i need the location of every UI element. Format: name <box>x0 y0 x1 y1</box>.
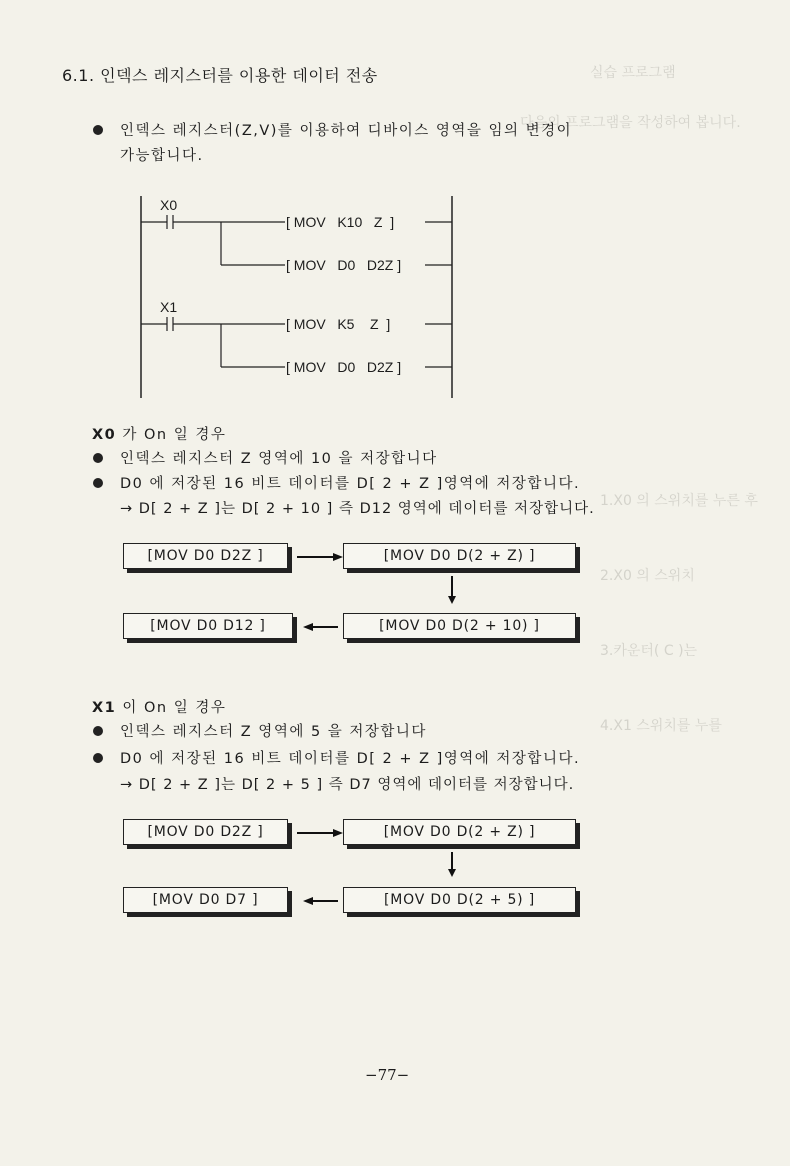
case-x0-bullet-2: D0 에 저장된 16 비트 데이터를 D[ 2 + Z ]영역에 저장합니다. <box>120 476 581 492</box>
intro-line-2: 가능합니다. <box>120 148 204 164</box>
rung-4-instruction: [ MOV D0 D2Z ] <box>286 359 402 375</box>
case-x1-bullet-2: D0 에 저장된 16 비트 데이터를 D[ 2 + Z ]영역에 저장합니다. <box>120 751 581 767</box>
bleed-through-text: 실습 프로그램 <box>590 65 676 81</box>
case-x1-bullet-1: 인덱스 레지스터 Z 영역에 5 을 저장합니다 <box>120 724 427 740</box>
bullet-dot <box>93 478 103 488</box>
case-x0-heading-text: 가 On 일 경우 <box>122 427 227 443</box>
case-x0-box-evaluated: [MOV D0 D(2 + 10) ] <box>343 613 576 639</box>
intro-line-1: 인덱스 레지스터(Z,V)를 이용하여 디바이스 영역을 임의 변경이 <box>120 123 573 139</box>
case-x0-box-original: [MOV D0 D2Z ] <box>123 543 288 569</box>
bullet-dot <box>93 753 103 763</box>
case-x1-arrow-line: → D[ 2 + Z ]는 D[ 2 + 5 ] 즉 D7 영역에 데이터를 저장합니다. <box>120 777 575 793</box>
bullet-dot <box>93 453 103 463</box>
rung-1-instruction: [ MOV K10 Z ] <box>286 214 395 230</box>
contact-x1-label: X1 <box>160 299 178 315</box>
bullet-dot <box>93 726 103 736</box>
page-number: −77− <box>365 1066 410 1084</box>
case-x1-heading-bold: X1 <box>92 700 117 716</box>
case-x1-heading-text: 이 On 일 경우 <box>122 700 227 716</box>
case-x0-box-result: [MOV D0 D12 ] <box>123 613 293 639</box>
bleed-through-text: 다음의 프로그램을 작성하여 봅니다. <box>520 115 741 131</box>
case-x0-heading <box>92 423 226 444</box>
section-title: 6.1. 인덱스 레지스터를 이용한 데이터 전송 <box>62 66 378 85</box>
rung-3-instruction: [ MOV K5 Z ] <box>286 316 391 332</box>
ladder-diagram <box>0 0 790 420</box>
case-x0-heading-bold: X0 <box>92 427 117 443</box>
bleed-through-text: 3.카운터( C )는 <box>600 643 698 659</box>
rung-2-instruction: [ MOV D0 D2Z ] <box>286 257 402 273</box>
case-x0-bullet-1: 인덱스 레지스터 Z 영역에 10 을 저장합니다 <box>120 451 438 467</box>
bleed-through-text: 4.X1 스위치를 누를 <box>600 718 722 734</box>
bleed-through-text: 2.X0 의 스위치 <box>600 568 695 584</box>
case-x1-box-evaluated: [MOV D0 D(2 + 5) ] <box>343 887 576 913</box>
case-x0-arrow-line: → D[ 2 + Z ]는 D[ 2 + 10 ] 즉 D12 영역에 데이터를 저장합니다. <box>120 501 595 517</box>
case-x1-heading <box>92 696 226 717</box>
contact-x0-label: X0 <box>160 197 178 213</box>
case-x1-box-original: [MOV D0 D2Z ] <box>123 819 288 845</box>
case-x1-box-result: [MOV D0 D7 ] <box>123 887 288 913</box>
case-x1-box-indexed: [MOV D0 D(2 + Z) ] <box>343 819 576 845</box>
case-x0-box-indexed: [MOV D0 D(2 + Z) ] <box>343 543 576 569</box>
bleed-through-text: 1.X0 의 스위치를 누른 후 <box>600 493 758 509</box>
